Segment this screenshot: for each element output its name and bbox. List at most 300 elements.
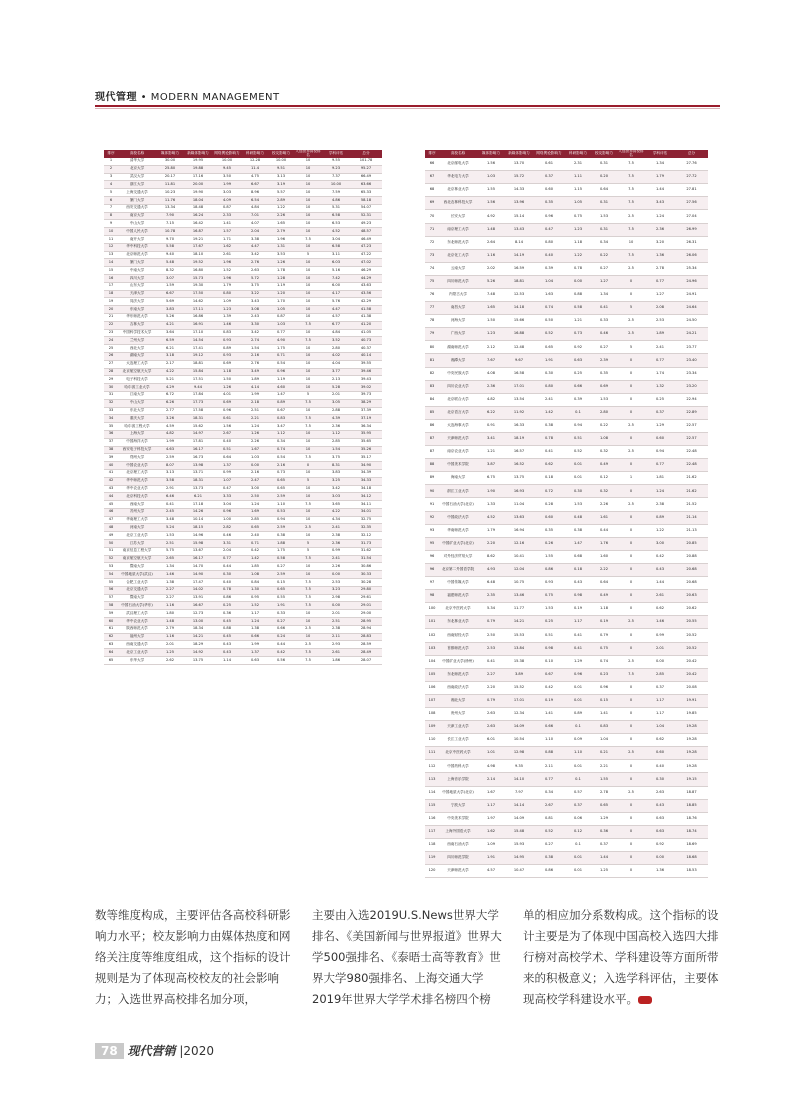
table-cell: 115	[425, 799, 439, 812]
table-cell: 20	[104, 306, 118, 314]
table-cell: 9	[104, 220, 118, 228]
table-cell: 1.89	[242, 376, 268, 384]
table-cell: 0.31	[591, 223, 617, 236]
table-cell: 1.62	[212, 243, 242, 251]
table-cell: 3.26	[156, 415, 184, 423]
table-cell: 4	[104, 181, 118, 189]
table-cell: 2.14	[477, 773, 505, 786]
table-cell: 30.00	[156, 158, 184, 166]
table-cell: 102	[425, 629, 439, 642]
table-cell: 0.44	[591, 524, 617, 537]
table-cell: 6.00	[322, 282, 350, 290]
table-cell: 1.12	[268, 430, 294, 438]
table-cell: 16.33	[505, 419, 533, 432]
table-cell: 0.19	[591, 616, 617, 629]
table-cell: 1.99	[156, 438, 184, 446]
table-cell: 1.33	[477, 498, 505, 511]
table-row	[104, 415, 382, 423]
table-cell: 0.67	[533, 668, 565, 681]
table-cell: 0.26	[533, 537, 565, 550]
table-cell: 0.34	[591, 236, 617, 249]
table-cell: 2.17	[156, 360, 184, 368]
table-cell: 3.20	[645, 236, 675, 249]
table-cell: 2.61	[322, 649, 350, 657]
table-cell: 5.31	[322, 204, 350, 212]
table-cell: 7.5	[294, 501, 322, 509]
table-cell: 10.41	[505, 550, 533, 563]
table-cell: 4.59	[156, 423, 184, 431]
table-cell: 0.35	[591, 367, 617, 380]
table-cell: 4.93	[477, 563, 505, 576]
table-cell: 1.46	[156, 571, 184, 579]
table-cell: 1.17	[645, 694, 675, 707]
table-cell: 2.85	[322, 438, 350, 446]
table-row	[425, 341, 708, 354]
table-row	[425, 393, 708, 406]
table-cell: 36	[104, 430, 118, 438]
table-cell: 4.52	[477, 511, 505, 524]
table-cell: 19.52	[184, 259, 212, 267]
table-cell: 2.80	[322, 345, 350, 353]
table-cell: 10	[294, 407, 322, 415]
table-row	[104, 657, 382, 665]
table-cell: 40.73	[350, 337, 382, 345]
table-cell: 0.43	[212, 649, 242, 657]
table-cell: 10	[294, 446, 322, 454]
table-cell: 1.24	[645, 485, 675, 498]
table-cell: 0.66	[565, 380, 591, 393]
table-row	[425, 511, 708, 524]
table-cell: 8.31	[322, 462, 350, 470]
table-cell: 14.33	[505, 184, 533, 197]
table-cell: 1.18	[212, 368, 242, 376]
table-cell: 17.11	[184, 306, 212, 314]
table-cell: 1.75	[268, 547, 294, 555]
table-cell: 2.01	[645, 642, 675, 655]
table-cell: 73	[425, 249, 439, 262]
table-cell: 9.70	[156, 236, 184, 244]
table-cell: 13.75	[184, 657, 212, 665]
table-cell: 0.22	[591, 419, 617, 432]
table-row	[104, 298, 382, 306]
table-cell: 19.91	[675, 694, 708, 707]
table-cell: 0.25	[645, 393, 675, 406]
table-cell: 0.60	[645, 747, 675, 760]
table-cell: 0	[617, 865, 645, 878]
table-cell: 0.79	[477, 694, 505, 707]
table-cell: 1	[617, 472, 645, 485]
table-cell: 0.87	[268, 313, 294, 321]
table-cell: 0	[617, 393, 645, 406]
table-cell: 19.21	[184, 236, 212, 244]
table-cell: 2.5	[294, 641, 322, 649]
table-cell: 81	[425, 354, 439, 367]
table-cell: 10	[294, 384, 322, 392]
table-cell: 0.88	[565, 288, 591, 301]
table-row	[425, 302, 708, 315]
table-cell: 2.5	[617, 616, 645, 629]
column-header: 媒体影响力	[477, 150, 505, 158]
table-cell: 0.30	[533, 367, 565, 380]
table-cell: 4.57	[477, 865, 505, 878]
table-cell: 0.30	[212, 571, 242, 579]
table-cell: 0.53	[268, 508, 294, 516]
table-cell: 0	[617, 406, 645, 419]
table-cell: 0.01	[565, 694, 591, 707]
table-cell: 北京工业大学	[118, 649, 156, 657]
table-cell: 1.88	[268, 540, 294, 548]
table-cell: 南昌大学	[439, 302, 477, 315]
table-cell: 华中科技大学	[118, 243, 156, 251]
table-cell: 1.15	[565, 184, 591, 197]
column-header: 总分	[675, 150, 708, 158]
table-cell: 13.54	[505, 393, 533, 406]
table-row	[104, 329, 382, 337]
table-cell: 北京大学	[118, 165, 156, 173]
body-text-column-1: 数等维度构成，主要评估各高校科研影响力水平；校友影响力由媒体热度和网络关注度等维度组成，这个指标的设计规则是为了体现高校校友的社会影响力；入选世界高校排名加分项，	[95, 908, 291, 1006]
table-cell: 22.48	[675, 459, 708, 472]
table-cell: 26.06	[675, 249, 708, 262]
table-cell: 32	[104, 399, 118, 407]
table-cell: 68	[425, 184, 439, 197]
table-cell: 0.74	[591, 655, 617, 668]
table-cell: 湘北大学	[439, 694, 477, 707]
table-cell: 0.86	[533, 563, 565, 576]
column-header: 新媒体影响力	[184, 150, 212, 158]
table-row	[425, 812, 708, 825]
table-cell: 3.08	[242, 306, 268, 314]
table-cell: 0.58	[268, 555, 294, 563]
table-row	[425, 288, 708, 301]
table-cell: 0.52	[565, 446, 591, 459]
table-cell: 110	[425, 734, 439, 747]
table-cell: 0.37	[591, 838, 617, 851]
table-cell: 同济大学	[118, 298, 156, 306]
table-cell: 2.5	[294, 524, 322, 532]
table-row	[425, 838, 708, 851]
table-cell: 0.1	[565, 838, 591, 851]
table-cell: 南京航空航天大学	[118, 555, 156, 563]
table-cell: 4.86	[322, 197, 350, 205]
table-cell: 6.72	[156, 391, 184, 399]
table-cell: 江苏大学	[118, 540, 156, 548]
table-cell: 4.82	[477, 393, 505, 406]
table-cell: 9.45	[212, 165, 242, 173]
column-header: 高校名称	[439, 150, 477, 158]
table-row	[425, 367, 708, 380]
table-cell: 2.39	[591, 354, 617, 367]
table-cell: 1.65	[268, 220, 294, 228]
column-header: 学科评估	[645, 150, 675, 158]
table-cell: 14.95	[505, 852, 533, 865]
table-cell: 华东师范大学	[118, 313, 156, 321]
table-cell: 5.72	[242, 274, 268, 282]
table-cell: 19.30	[184, 282, 212, 290]
table-cell: 5	[294, 540, 322, 548]
table-cell: 0	[617, 681, 645, 694]
table-cell: 58	[104, 602, 118, 610]
table-cell: 4.29	[156, 384, 184, 392]
table-cell: 0.31	[591, 158, 617, 171]
table-cell: 79	[425, 328, 439, 341]
table-cell: 0.68	[565, 550, 591, 563]
table-cell: 0.65	[268, 586, 294, 594]
table-cell: 0.58	[565, 302, 591, 315]
table-cell: 0.77	[645, 459, 675, 472]
table-cell: 0.73	[565, 328, 591, 341]
table-cell: 10	[294, 204, 322, 212]
table-row	[104, 399, 382, 407]
table-row	[104, 625, 382, 633]
table-cell: 34.90	[350, 462, 382, 470]
table-row	[104, 477, 382, 485]
table-cell: 1.23	[477, 328, 505, 341]
table-cell: 0.50	[533, 315, 565, 328]
table-cell: 12.53	[505, 288, 533, 301]
table-cell: 0.23	[591, 668, 617, 681]
table-cell: 8.62	[477, 550, 505, 563]
table-cell: 0.93	[212, 337, 242, 345]
table-cell: 0	[617, 760, 645, 773]
table-cell: 27.81	[675, 184, 708, 197]
table-cell: 40.37	[350, 345, 382, 353]
table-cell: 13.00	[184, 618, 212, 626]
table-cell: 0.92	[565, 341, 591, 354]
table-cell: 2.38	[645, 498, 675, 511]
table-cell: 18.76	[675, 812, 708, 825]
table-cell: 0.01	[565, 472, 591, 485]
table-cell: 1.22	[268, 204, 294, 212]
table-row	[104, 274, 382, 282]
table-cell: 0.73	[268, 469, 294, 477]
table-cell: 46.49	[350, 236, 382, 244]
table-cell: 80	[425, 341, 439, 354]
table-cell: 1.44	[645, 184, 675, 197]
table-row	[425, 550, 708, 563]
table-cell: 0.30	[565, 485, 591, 498]
table-row	[425, 197, 708, 210]
table-cell: 39	[104, 454, 118, 462]
table-row	[104, 649, 382, 657]
table-row	[425, 786, 708, 799]
table-cell: 54	[104, 571, 118, 579]
table-cell: 109	[425, 721, 439, 734]
table-cell: 2.22	[591, 563, 617, 576]
table-cell: 东北大学	[118, 407, 156, 415]
table-cell: 0.01	[565, 852, 591, 865]
column-header: 总分	[350, 150, 382, 158]
table-cell: 18.85	[675, 799, 708, 812]
table-cell: 1.23	[565, 223, 591, 236]
table-cell: 3.77	[322, 368, 350, 376]
table-cell: 1.53	[591, 210, 617, 223]
table-cell: 14.10	[505, 773, 533, 786]
table-cell: 28	[104, 368, 118, 376]
table-cell: 0.18	[565, 563, 591, 576]
table-row	[104, 173, 382, 181]
table-cell: 海南大学	[439, 472, 477, 485]
table-cell: 5	[617, 302, 645, 315]
table-cell: 0.24	[268, 633, 294, 641]
table-cell: 4.98	[477, 760, 505, 773]
table-cell: 2.67	[533, 799, 565, 812]
column-header: 排序	[104, 150, 118, 158]
table-row	[104, 579, 382, 587]
table-cell: 0.80	[533, 380, 565, 393]
table-cell: 0.33	[268, 610, 294, 618]
table-cell: 21.14	[675, 511, 708, 524]
table-cell: 2.64	[477, 236, 505, 249]
table-cell: 0.37	[645, 681, 675, 694]
table-cell: 2.51	[242, 407, 268, 415]
table-cell: 东北林业大学	[439, 616, 477, 629]
table-cell: 15.73	[184, 274, 212, 282]
column-header: 网络舆论影响力	[533, 150, 565, 158]
table-cell: 10	[294, 532, 322, 540]
table-cell: 13	[104, 251, 118, 259]
table-cell: 0.32	[591, 485, 617, 498]
table-cell: 1.17	[242, 610, 268, 618]
table-cell: 11.81	[156, 181, 184, 189]
table-cell: 0.41	[591, 302, 617, 315]
table-cell: 中国石油大学(北京)	[439, 498, 477, 511]
table-row	[104, 290, 382, 298]
table-cell: 1.53	[533, 603, 565, 616]
table-cell: 0.1	[565, 721, 591, 734]
table-cell: 10	[294, 228, 322, 236]
table-cell: 6.48	[477, 577, 505, 590]
table-cell: 2.31	[565, 158, 591, 171]
table-cell: 6.67	[156, 290, 184, 298]
table-cell: 66	[425, 158, 439, 171]
table-cell: 1.20	[268, 290, 294, 298]
table-cell: 16.94	[505, 524, 533, 537]
table-cell: 北京师范大学	[118, 251, 156, 259]
table-cell: 0.64	[212, 454, 242, 462]
table-cell: 0.57	[565, 786, 591, 799]
table-cell: 3.42	[242, 251, 268, 259]
table-cell: 6.46	[156, 493, 184, 501]
table-row	[104, 337, 382, 345]
table-row	[104, 313, 382, 321]
table-row	[425, 158, 708, 171]
table-cell: 16.88	[505, 328, 533, 341]
table-cell: 8.07	[156, 462, 184, 470]
table-cell: 1.75	[268, 345, 294, 353]
table-cell: 0.18	[533, 472, 565, 485]
table-cell: 0.15	[268, 579, 294, 587]
table-cell: 14.92	[184, 649, 212, 657]
table-cell: 27	[104, 360, 118, 368]
table-cell: 1.63	[533, 288, 565, 301]
table-cell: 27.72	[675, 171, 708, 184]
table-cell: 1.55	[477, 184, 505, 197]
table-cell: 3.23	[322, 586, 350, 594]
table-cell: 17.73	[184, 399, 212, 407]
table-cell: 118	[425, 838, 439, 851]
table-cell: 87	[425, 446, 439, 459]
table-cell: 11.4	[242, 165, 268, 173]
table-cell: 6.53	[322, 220, 350, 228]
table-cell: 10.00	[268, 158, 294, 166]
table-cell: 0.00	[322, 602, 350, 610]
table-cell: 1.41	[533, 707, 565, 720]
table-cell: 77	[425, 302, 439, 315]
table-cell: 0.51	[533, 629, 565, 642]
table-cell: 0.35	[533, 197, 565, 210]
table-cell: 63.66	[350, 181, 382, 189]
table-row	[425, 642, 708, 655]
table-row	[104, 532, 382, 540]
table-cell: 34.39	[350, 469, 382, 477]
table-cell: 1.86	[322, 657, 350, 665]
table-cell: 53	[104, 563, 118, 571]
table-cell: 28.94	[350, 625, 382, 633]
table-cell: 3.58	[156, 477, 184, 485]
table-cell: 1.11	[565, 171, 591, 184]
table-cell: 18.31	[184, 477, 212, 485]
table-cell: 10	[294, 274, 322, 282]
table-cell: 1.10	[268, 501, 294, 509]
table-cell: 北京工业大学	[118, 532, 156, 540]
table-cell: 12.04	[505, 563, 533, 576]
table-cell: 0	[617, 563, 645, 576]
table-cell: 0.10	[533, 655, 565, 668]
table-cell: 38	[104, 446, 118, 454]
table-row	[104, 204, 382, 212]
table-row	[104, 610, 382, 618]
table-cell: 7.5	[294, 423, 322, 431]
table-cell: 2.40	[242, 532, 268, 540]
table-cell: 0.40	[645, 760, 675, 773]
table-cell: 1.03	[268, 321, 294, 329]
table-cell: 1.70	[268, 298, 294, 306]
table-cell: 0.00	[565, 275, 591, 288]
table-cell: 上海交通大学	[118, 189, 156, 197]
table-cell: 5	[617, 341, 645, 354]
table-row	[425, 537, 708, 550]
table-cell: 34.18	[350, 485, 382, 493]
table-cell: 中国人民大学	[118, 228, 156, 236]
table-cell: 西北农林科技大学	[439, 197, 477, 210]
table-cell: 1.08	[591, 433, 617, 446]
table-cell: 7.5	[294, 555, 322, 563]
table-cell: 0.93	[212, 352, 242, 360]
table-cell: 0.69	[591, 380, 617, 393]
table-cell: 1.56	[212, 423, 242, 431]
table-cell: 1.16	[477, 249, 505, 262]
table-row	[425, 328, 708, 341]
table-cell: 湖南大学	[118, 352, 156, 360]
table-cell: 7.5	[294, 321, 322, 329]
table-row	[425, 485, 708, 498]
table-cell: 3.38	[242, 236, 268, 244]
table-cell: 南开大学	[118, 236, 156, 244]
table-cell: 1.52	[242, 602, 268, 610]
table-cell: 1.19	[268, 282, 294, 290]
table-cell: 2.27	[156, 594, 184, 602]
table-cell: 1.91	[533, 354, 565, 367]
table-row	[104, 228, 382, 236]
table-cell: 0.44	[268, 641, 294, 649]
table-cell: 19.95	[184, 158, 212, 166]
table-row	[104, 259, 382, 267]
table-row	[104, 571, 382, 579]
table-cell: 0.65	[242, 524, 268, 532]
table-cell: 2.21	[591, 760, 617, 773]
table-cell: 长江工业大学	[439, 734, 477, 747]
table-cell: 0.81	[533, 812, 565, 825]
